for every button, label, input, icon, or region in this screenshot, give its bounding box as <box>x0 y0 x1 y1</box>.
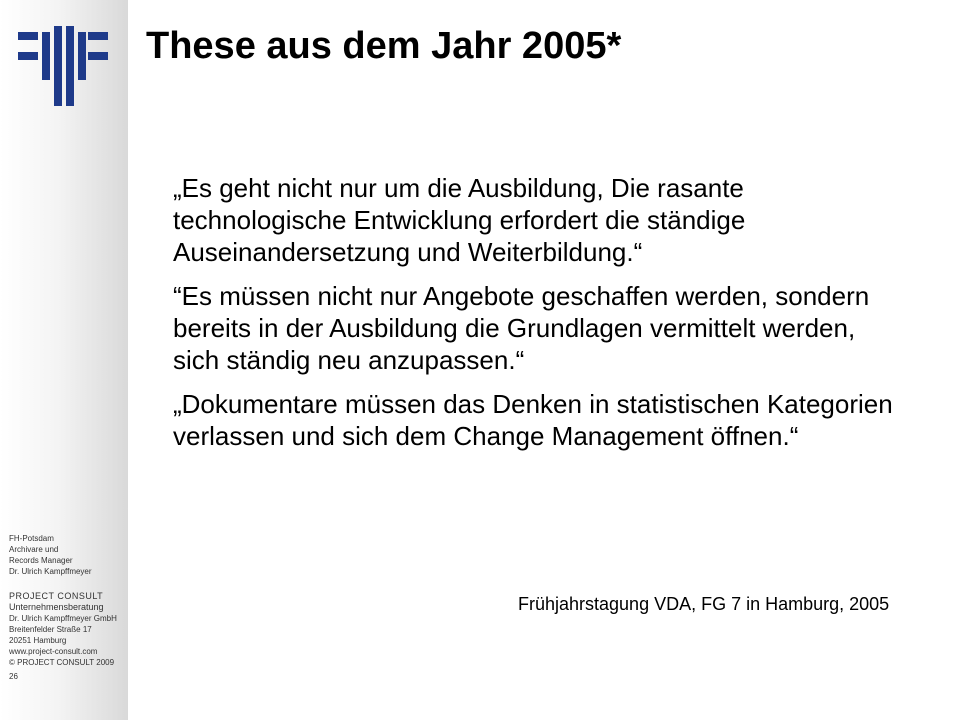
course-line: Records Manager <box>9 556 73 565</box>
course-line: FH-Potsdam <box>9 534 54 543</box>
address-line: Breitenfelder Straße 17 <box>9 625 92 634</box>
quote-list <box>173 172 893 464</box>
page-number: 26 <box>9 672 18 681</box>
quote-item: “Es müssen nicht nur Angebote geschaffen werden, sondern bereits in der Ausbildung die Grundlagen vermittelt werden, sich ständig neu anzupassen.“ <box>173 281 870 375</box>
copyright-line: © PROJECT CONSULT 2009 <box>9 658 115 667</box>
quote-source: Frühjahrstagung VDA, FG 7 in Hamburg, 2005 <box>518 594 890 614</box>
quote-item: „Dokumentare müssen das Denken in statistischen Kategorien verlassen und sich dem Change Management öffnen.“ <box>173 389 893 451</box>
address-line: Dr. Ulrich Kampffmeyer GmbH <box>9 614 117 623</box>
address-line: 20251 Hamburg <box>9 636 67 645</box>
sidebar <box>0 0 128 720</box>
sidebar-info <box>9 533 127 682</box>
slide-title: These aus dem Jahr 2005* <box>146 25 622 67</box>
company-subtitle: Unternehmensberatung <box>9 602 104 612</box>
company-name: PROJECT CONSULT <box>9 591 104 601</box>
course-line: Archivare und <box>9 545 59 554</box>
website-link[interactable]: www.project-consult.com <box>9 647 98 656</box>
project-consult-logo-icon <box>18 26 108 106</box>
course-line: Dr. Ulrich Kampffmeyer <box>9 567 92 576</box>
quote-item: „Es geht nicht nur um die Ausbildung, Die rasante technologische Entwicklung erfordert die ständige Auseinandersetzung und Weiterbildung.“ <box>173 173 746 267</box>
